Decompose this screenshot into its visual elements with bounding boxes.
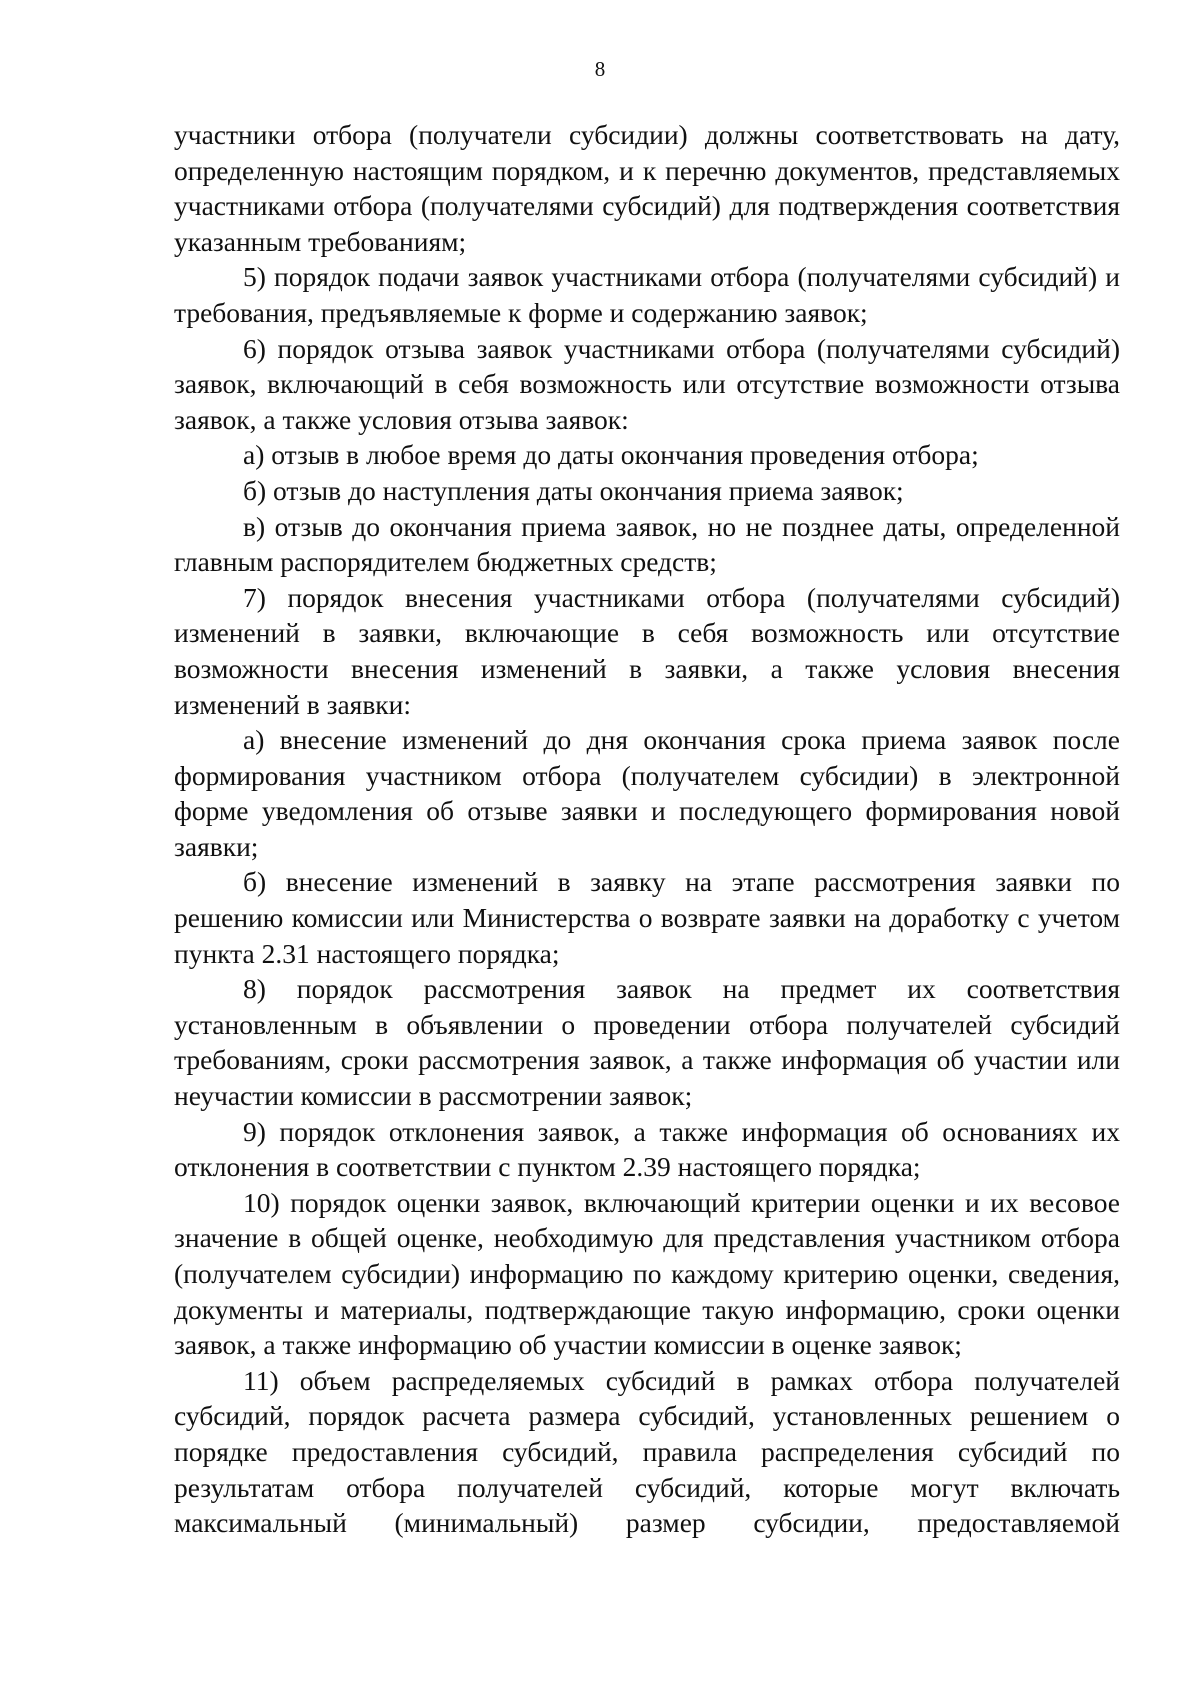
paragraph-item-6a: а) отзыв в любое время до даты окончания проведения отбора; [243,439,979,471]
paragraph-item-7b: б) внесение изменений в заявку на этапе рассмотрения заявки по решению комиссии или Министерства о возврате заявки на доработку с учетом пункта 2.31 настоящего порядка; [174,866,1120,969]
paragraph-item-10: 10) порядок оценки заявок, включающий критерии оценки и их весовое значение в общей оценке, необходимую для представления участником отбора (получателем субсидии) информацию по каждому критерию оценки, сведения, документы и материалы, подтверждающие такую информацию, сроки оценки заявок, а также информацию об участии комиссии в оценке заявок; [174,1186,1120,1361]
paragraph-item-11: 11) объем распределяемых субсидий в рамках отбора получателей субсидий, порядок расчета размера субсидий, установленных решением о порядке предоставления субсидий, правила распределения субсидий по результатам отбора получателей субсидий, которые могут включать максимальный (минимальный) размер субсидии, предоставляемой [174,1364,1120,1539]
paragraph-item-5: 5) порядок подачи заявок участниками отбора (получателями субсидий) и требования, предъявляемые к форме и содержанию заявок; [174,261,1120,328]
page-number: 8 [594,57,606,81]
paragraph-item-6v: в) отзыв до окончания приема заявок, но не позднее даты, определенной главным распорядителем бюджетных средств; [174,510,1120,578]
paragraph-requirements-continuation: участники отбора (получатели субсидии) должны соответствовать на дату, определенную настоящим порядком, и к перечню документов, представляемых участниками отбора (получателями субсидий) для подтверждения соответствия указанным требованиям; [174,119,1120,257]
paragraph-item-7: 7) порядок внесения участниками отбора (получателями субсидий) изменений в заявки, включающие в себя возможность или отсутствие возможности внесения изменений в заявки, а также условия внесения изменений в заявки: [174,581,1120,720]
paragraph-item-8: 8) порядок рассмотрения заявок на предмет их соответствия установленным в объявлении о проведении отбора получателей субсидий требованиям, сроки рассмотрения заявок, а также информация об участии или неучастии комиссии в рассмотрении заявок; [174,973,1120,1112]
paragraph-item-6: 6) порядок отзыва заявок участниками отбора (получателями субсидий) заявок, включающий в себя возможность или отсутствие возможности отзыва заявок, а также условия отзыва заявок: [174,332,1120,435]
paragraph-item-6b: б) отзыв до наступления даты окончания приема заявок; [243,474,904,506]
paragraph-item-9: 9) порядок отклонения заявок, а также информация об основаниях их отклонения в соответствии с пунктом 2.39 настоящего порядка; [174,1115,1120,1183]
paragraph-item-7a: а) внесение изменений до дня окончания срока приема заявок после формирования участником отбора (получателем субсидии) в электронной форме уведомления об отзыве заявки и последующего формирования новой заявки; [174,724,1120,862]
document-body [174,117,1120,1541]
